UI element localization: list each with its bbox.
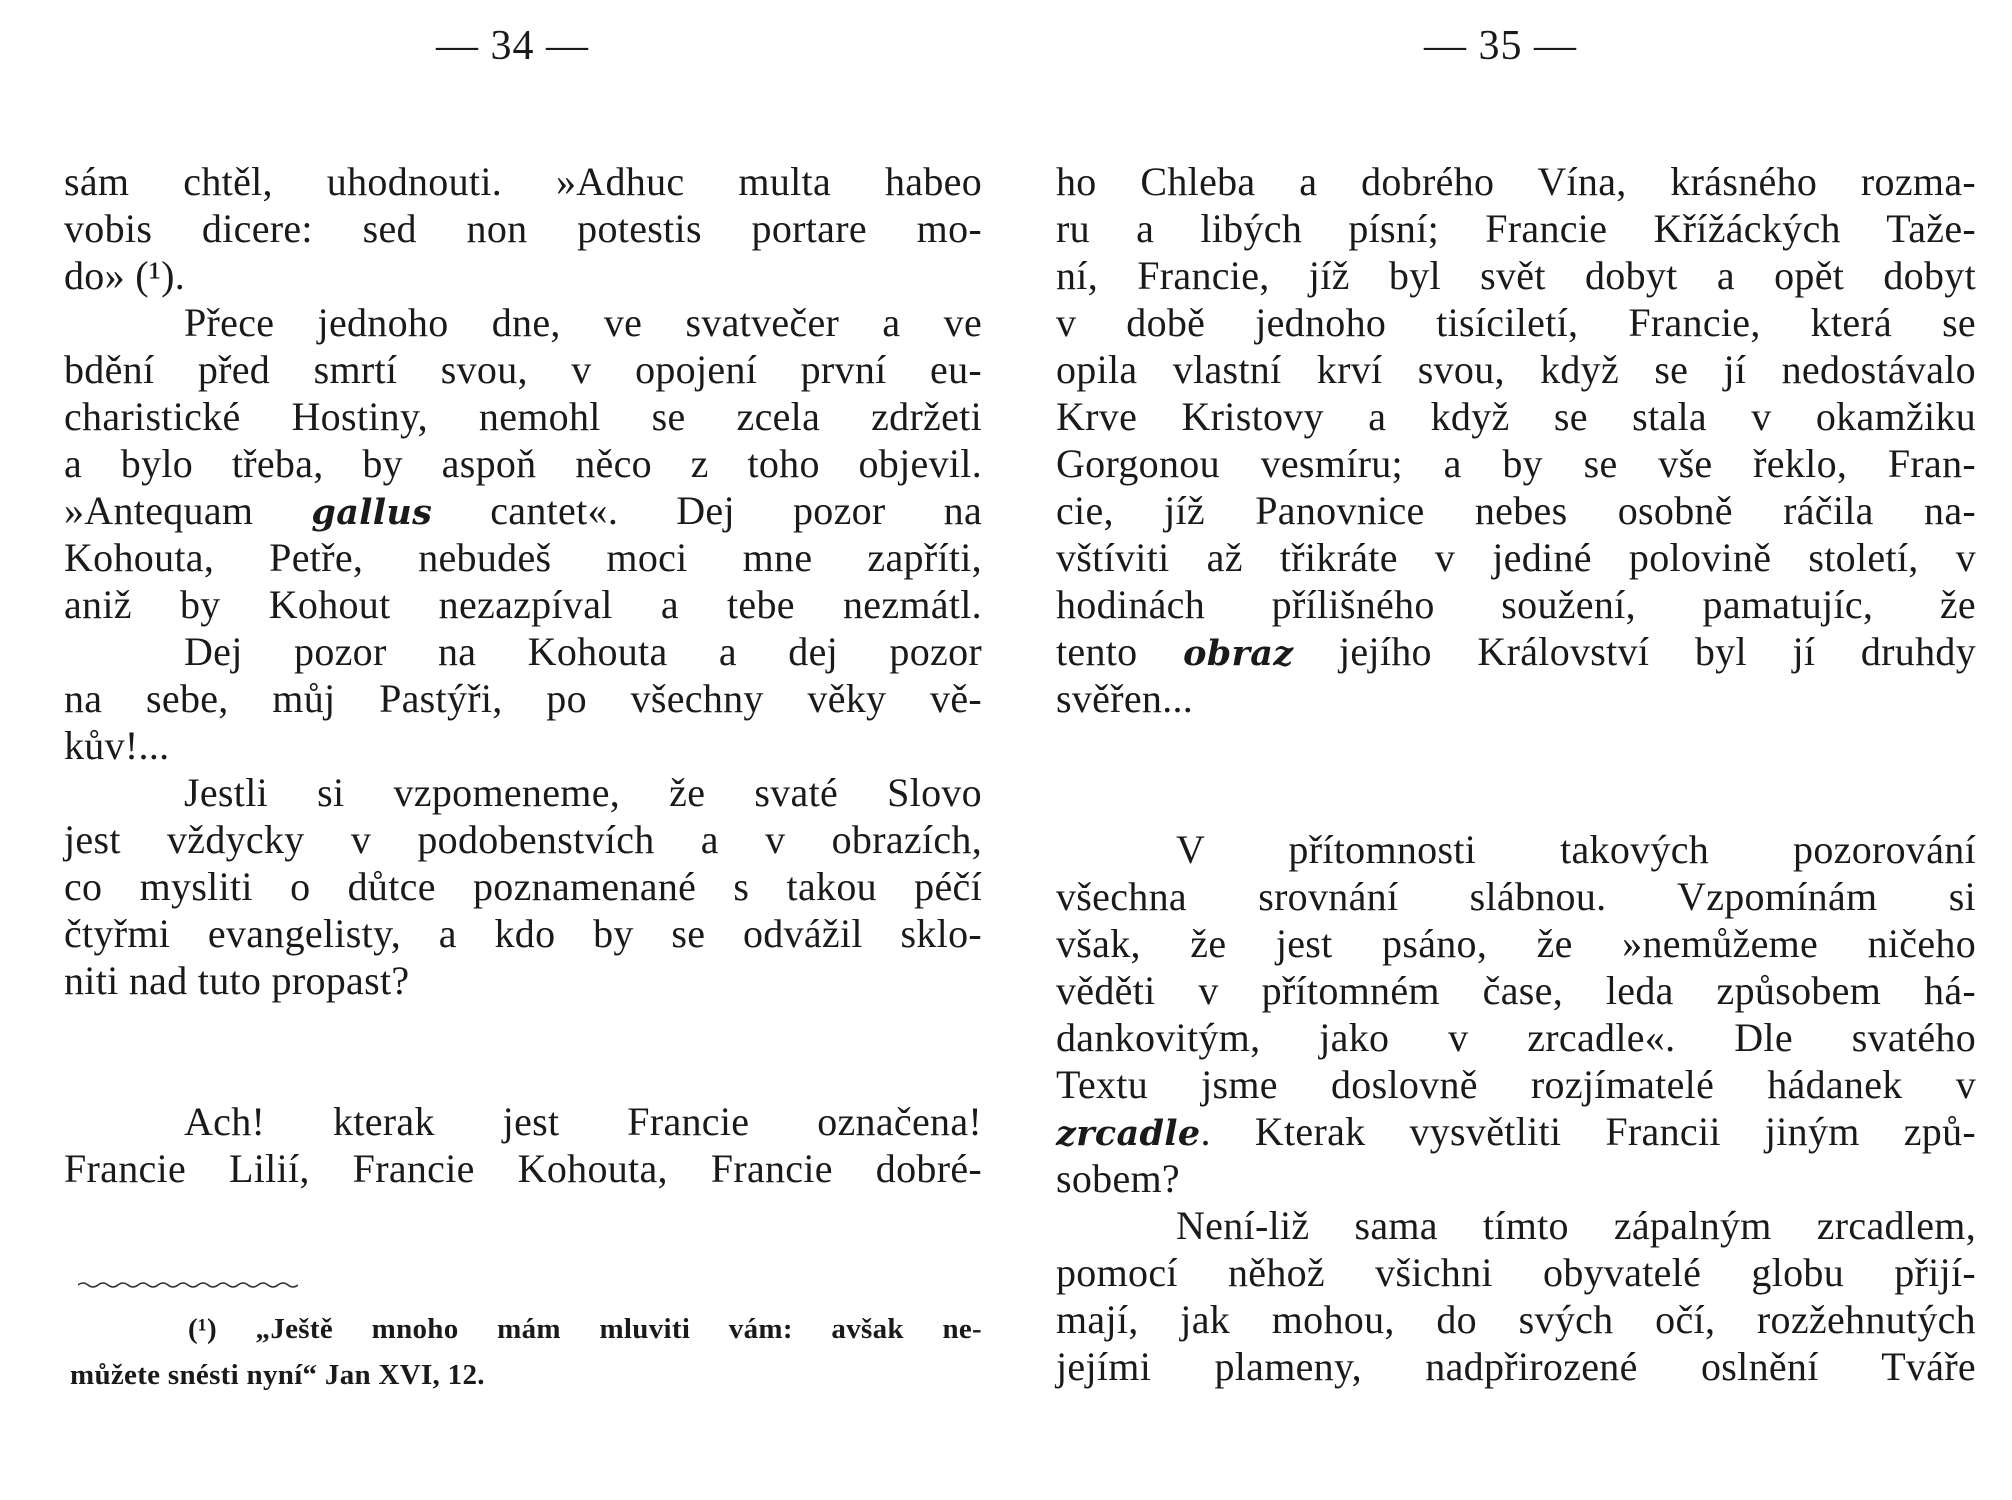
text-line-with-emphasis [1056, 1108, 1976, 1155]
section-gap [1056, 722, 1976, 826]
text-line: cie, jíž Panovnice nebes osobně ráčila na- [1056, 488, 1976, 533]
text-line: Gorgonou vesmíru; a by se vše řeklo, Fran- [1056, 441, 1976, 486]
text-line: opila vlastní krví svou, když se jí nedostávalo [1056, 347, 1976, 392]
text-line: čtyřmi evangelisty, a kdo by se odvážil sklo- [64, 911, 982, 956]
text-line: mají, jak mohou, do svých očí, rozžehnutých [1056, 1297, 1976, 1342]
text-line: věděti v přítomném čase, leda způsobem há- [1056, 968, 1976, 1013]
text-fragment: tento [1056, 629, 1184, 674]
text-fragment: cantet«. Dej pozor na [432, 488, 982, 533]
page-number-34: — 34 — [436, 23, 589, 69]
text-line: jejími plameny, nadpřirozené oslnění Tváře [1056, 1344, 1976, 1389]
text-line: dankovitým, jako v zrcadle«. Dle svatého [1056, 1015, 1976, 1060]
text-line: Krve Kristovy a když se stala v okamžiku [1056, 394, 1976, 439]
text-line: Francie Lilií, Francie Kohouta, Francie dobré- [64, 1146, 982, 1191]
right-page [1006, 0, 2012, 1500]
text-line: do» (¹). [64, 253, 186, 298]
text-line: ru a libých písní; Francie Křížáckých Taže- [1056, 206, 1976, 251]
left-page-text [64, 158, 982, 1192]
paragraph-start-line: Přece jednoho dne, ve svatvečer a ve [184, 300, 982, 345]
paragraph-start-line: V přítomnosti takových pozorování [1176, 827, 1976, 872]
paragraph-start-line: Ach! kterak jest Francie označena! [184, 1099, 982, 1144]
right-page-text [1056, 158, 1976, 1390]
text-line: v době jednoho tisíciletí, Francie, která se [1056, 300, 1976, 345]
text-line: jest vždycky v podobenstvích a v obrazích, [64, 817, 982, 862]
text-line: kův!... [64, 723, 170, 768]
emphasis-obraz: obraz [1183, 633, 1294, 674]
text-line: Kohouta, Petře, nebudeš moci mne zapříti, [64, 535, 982, 580]
text-line-with-emphasis [64, 487, 982, 534]
text-line: aniž by Kohout nezazpíval a tebe nezmátl. [64, 582, 982, 627]
text-line: sobem? [1056, 1156, 1180, 1201]
emphasis-zrcadle: zrcadle [1056, 1113, 1201, 1154]
text-line-with-emphasis [1056, 628, 1976, 675]
text-fragment: . Kterak vysvětliti Francii jiným způ- [1200, 1109, 1976, 1154]
text-line: vobis dicere: sed non potestis portare mo- [64, 206, 982, 251]
text-line: ní, Francie, jíž byl svět dobyt a opět dobyt [1056, 253, 1976, 298]
text-line: charistické Hostiny, nemohl se zcela zdržeti [64, 394, 982, 439]
text-fragment: jejího Království byl jí druhdy [1293, 629, 1976, 674]
text-line: a bylo třeba, by aspoň něco z toho objevil. [64, 441, 982, 486]
text-line: ho Chleba a dobrého Vína, krásného rozma- [1056, 159, 1976, 204]
text-line: na sebe, můj Pastýři, po všechny věky vě- [64, 676, 982, 721]
emphasis-gallus: gallus [311, 492, 433, 533]
paragraph-start-line: Není-liž sama tímto zápalným zrcadlem, [1176, 1203, 1976, 1248]
page-number-35: — 35 — [1424, 23, 1577, 69]
text-line: svěřen... [1056, 676, 1194, 721]
text-line: co mysliti o důtce poznamenané s takou péčí [64, 864, 982, 909]
footnote-line: (¹) „Ještě mnoho mám mluviti vám: avšak ne- [188, 1313, 982, 1345]
text-fragment: »Antequam [64, 488, 312, 533]
text-line: vštíviti až třikráte v jediné polovině století, v [1056, 535, 1976, 580]
text-line: bdění před smrtí svou, v opojení první eu- [64, 347, 982, 392]
text-line: hodinách přílišného soužení, pamatujíc, že [1056, 582, 1976, 627]
text-line: Textu jsme doslovně rozjímatelé hádanek v [1056, 1062, 1976, 1107]
footnote-separator [78, 1280, 298, 1290]
paragraph-start-line: Jestli si vzpomeneme, že svaté Slovo [184, 770, 982, 815]
paragraph-start-line: Dej pozor na Kohouta a dej pozor [184, 629, 982, 674]
footnote [70, 1306, 982, 1398]
footnote-line: můžete snésti nyní“ Jan XVI, 12. [70, 1359, 485, 1391]
text-line: niti nad tuto propast? [64, 958, 410, 1003]
text-line: však, že jest psáno, že »nemůžeme ničeho [1056, 921, 1976, 966]
text-line: pomocí něhož všichni obyvatelé globu přijí- [1056, 1250, 1976, 1295]
section-gap [64, 1004, 982, 1098]
text-line: sám chtěl, uhodnouti. »Adhuc multa habeo [64, 159, 982, 204]
text-line: všechna srovnání slábnou. Vzpomínám si [1056, 874, 1976, 919]
